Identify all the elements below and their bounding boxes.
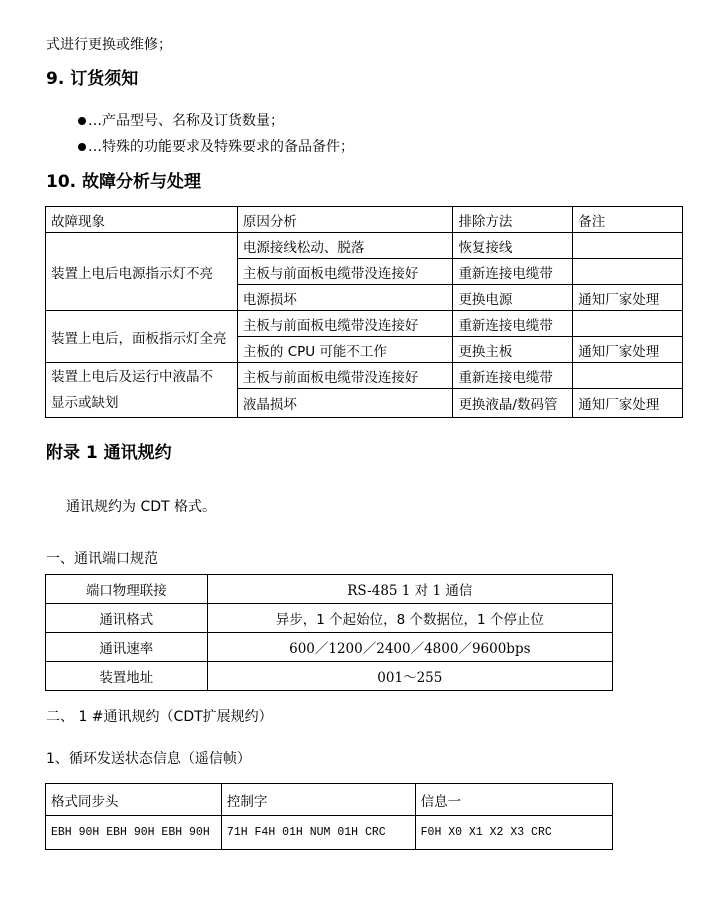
- header-cell: 备注: [573, 207, 683, 233]
- appendix-desc: 通讯规约为 CDT 格式。: [66, 499, 217, 515]
- table-header-row: [46, 784, 613, 816]
- order-bullet-1: [78, 110, 284, 130]
- bullet-icon: [78, 117, 86, 125]
- spec-value-cell: 600／1200／2400／4800／9600bps: [207, 633, 612, 662]
- cause-cell: 主板与前面板电缆带没连接好: [237, 311, 453, 337]
- symptom-cell: 装置上电后电源指示灯不亮: [46, 233, 238, 311]
- fix-cell: 更换主板: [453, 337, 573, 363]
- cause-cell: 主板的 CPU 可能不工作: [237, 337, 453, 363]
- table-row: [46, 575, 613, 604]
- bullet-text: …特殊的功能要求及特殊要求的备品备件；: [88, 139, 354, 155]
- order-bullet-2: [78, 136, 354, 156]
- fix-cell: 重新连接电缆带: [453, 311, 573, 337]
- note-cell: [573, 311, 683, 337]
- protocol-title: 二、 1 #通讯规约（CDT扩展规约）: [46, 709, 273, 725]
- header-cell: 信息一: [415, 784, 612, 816]
- fix-cell: 恢复接线: [453, 233, 573, 259]
- section-9-title: 9. 订货须知: [46, 69, 139, 89]
- table-row: [46, 363, 683, 389]
- table-row: [46, 233, 683, 259]
- spec-value-cell: RS-485 1 对 1 通信: [207, 575, 612, 604]
- port-spec-title: 一、通讯端口规范: [46, 551, 158, 567]
- note-cell: [573, 363, 683, 389]
- note-cell: 通知厂家处理: [573, 337, 683, 363]
- frame-value-cell: EBH 90H EBH 90H EBH 90H: [46, 816, 222, 850]
- spec-label-cell: 通讯速率: [46, 633, 208, 662]
- note-cell: [573, 233, 683, 259]
- cause-cell: 液晶损坏: [237, 389, 453, 418]
- cause-cell: 主板与前面板电缆带没连接好: [237, 259, 453, 285]
- note-cell: [573, 259, 683, 285]
- header-cell: 排除方法: [453, 207, 573, 233]
- symptom-cell: 装置上电后，面板指示灯全亮: [46, 311, 238, 363]
- section-10-title: 10. 故障分析与处理: [46, 172, 202, 192]
- header-cell: 控制字: [221, 784, 415, 816]
- fix-cell: 更换电源: [453, 285, 573, 311]
- fix-cell: 更换液晶/数码管: [453, 389, 573, 418]
- table-header-row: [46, 207, 683, 233]
- table-row: [46, 816, 613, 850]
- header-cell: 原因分析: [237, 207, 453, 233]
- note-cell: 通知厂家处理: [573, 389, 683, 418]
- table-row: [46, 662, 613, 691]
- header-cell: 故障现象: [46, 207, 238, 233]
- spec-value-cell: 001～255: [207, 662, 612, 691]
- frame-value-cell: 71H F4H 01H NUM 01H CRC: [221, 816, 415, 850]
- spec-label-cell: 装置地址: [46, 662, 208, 691]
- symptom-line: 装置上电后及运行中液晶不: [51, 369, 213, 385]
- bullet-icon: [78, 143, 86, 151]
- spec-label-cell: 端口物理联接: [46, 575, 208, 604]
- table-row: [46, 311, 683, 337]
- appendix-title: 附录 1 通讯规约: [46, 443, 172, 463]
- cause-cell: 电源接线松动、脱落: [237, 233, 453, 259]
- note-cell: 通知厂家处理: [573, 285, 683, 311]
- frame-value-cell: F0H X0 X1 X2 X3 CRC: [415, 816, 612, 850]
- header-cell: 格式同步头: [46, 784, 222, 816]
- bullet-text: …产品型号、名称及订货数量；: [88, 113, 284, 129]
- table-row: [46, 604, 613, 633]
- intro-line: 式进行更换或维修；: [46, 37, 172, 53]
- fix-cell: 重新连接电缆带: [453, 259, 573, 285]
- port-spec-table: [45, 574, 613, 691]
- spec-value-cell: 异步，1 个起始位，8 个数据位，1 个停止位: [207, 604, 612, 633]
- cause-cell: 电源损坏: [237, 285, 453, 311]
- frame-table: [45, 783, 613, 850]
- symptom-cell: [46, 363, 238, 418]
- cause-cell: 主板与前面板电缆带没连接好: [237, 363, 453, 389]
- cycle-send-title: 1、循环发送状态信息（遥信帧）: [46, 751, 251, 767]
- table-row: [46, 633, 613, 662]
- fault-table: [45, 206, 683, 418]
- fix-cell: 重新连接电缆带: [453, 363, 573, 389]
- spec-label-cell: 通讯格式: [46, 604, 208, 633]
- symptom-line: 显示或缺划: [51, 395, 119, 411]
